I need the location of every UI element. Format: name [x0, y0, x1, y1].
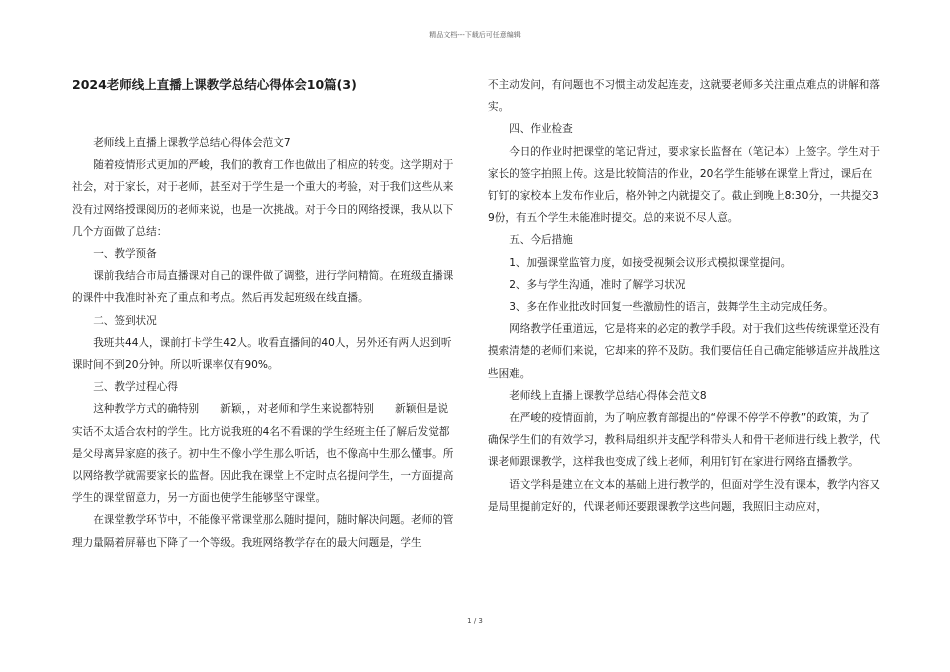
- paragraph: 在课堂教学环节中，不能像平常课堂那么随时提问，随时解决问题。老师的管理力量隔着屏幕也下降了一个等级。我班网络教学存在的最大问题是，学生: [72, 514, 454, 549]
- paragraph: 3、多在作业批改时回复一些激励性的语言，鼓舞学生主动完成任务。: [509, 301, 834, 314]
- left-column: [72, 74, 458, 554]
- document-title: 2024老师线上直播上课教学总结心得体会10篇(3): [72, 77, 357, 92]
- paragraph: 今日的作业时把课堂的笔记背过，要求家长监督在（笔记本）上签字。学生对于家长的签字拍照上传。这是比较简洁的作业，20名学生能够在课堂上背过，课后在钉钉的家校本上发布作业后，格外钟之内就提交了。截止到晚上8:30分，一共提交39份，有五个学生未能准时提交。总的来说不尽人意。: [488, 145, 880, 225]
- paragraph: 四、作业检查: [509, 123, 573, 136]
- paragraph: 一、教学预备: [93, 248, 157, 261]
- paragraph: 网络教学任重道远，它是将来的必定的教学手段。对于我们这些传统课堂还没有摸索清楚的老师们来说，它却来的猝不及防。我们要信任自己确定能够适应并战胜这些困难。: [488, 323, 880, 380]
- right-column: [488, 74, 880, 518]
- right-column-body: [488, 74, 880, 518]
- paragraph: 老师线上直播上课教学总结心得体会范文7: [93, 137, 291, 149]
- paragraph: 2、多与学生沟通，准时了解学习状况: [509, 278, 686, 291]
- paragraph: 三、教学过程心得: [93, 381, 178, 394]
- left-column-body: [72, 132, 458, 554]
- paragraph: 1、加强课堂监管力度，如接受视频会议形式模拟课堂提问。: [509, 256, 792, 269]
- header-note: 精品文档---下载后可任意编辑: [429, 31, 521, 39]
- paragraph: 我班共44人，课前打卡学生42人。收看直播间的40人，另外还有两人迟到听课时间不到20分钟。所以听课率仅有90%。: [72, 336, 452, 372]
- paragraph: 随着疫情形式更加的严峻，我们的教育工作也做出了相应的转变。这学期对于社会，对于家长，对于老师，甚至对于学生是一个重大的考验，对于我们这些从来没有过网络授课阅历的老师来说，也是一次挑战。对于今日的网络授课，我从以下几个方面做了总结：: [72, 159, 454, 238]
- paragraph: 语文学科是建立在文本的基础上进行教学的，但面对学生没有课本，教学内容又是局里提前定好的，代课老师还要跟课教学这些问题，我照旧主动应对，: [488, 478, 880, 513]
- paragraph: 这种教学方式的确特别 新颖，，对老师和学生来说都特别 新颖但是说实话不太适合农村的学生。比方说我班的4名不看课的学生经班主任了解后发觉都是父母离异家庭的孩子。初中生不像小学生那么听话，也不像高中生那么懂事。所以网络教学就需要家长的监督。因此我在课堂上不定时点名提问学生，一方面提高学生的课堂留意力，另一方面也使学生能够坚守课堂。: [72, 403, 454, 505]
- paragraph: 二、签到状况: [93, 314, 157, 327]
- paragraph: 课前我结合市局直播课对自己的课件做了调整，进行学问精简。在班级直播课的课件中我准时补充了重点和考点。然后再发起班级在线直播。: [72, 270, 454, 305]
- paragraph: 不主动发问，有问题也不习惯主动发起连麦，这就要老师多关注重点难点的讲解和落实。: [488, 79, 880, 114]
- paragraph: 五、今后措施: [509, 234, 573, 247]
- paragraph: 在严峻的疫情面前，为了响应教育部提出的“停课不停学不停教”的政策，为了确保学生们的有效学习，教科局组织并支配学科带头人和骨干老师进行线上教学，代课老师跟课教学，这样我也变成了线上老师，利用钉钉在家进行网络直播教学。: [488, 412, 880, 469]
- page-number: 1 / 3: [467, 617, 483, 625]
- paragraph: 老师线上直播上课教学总结心得体会范文8: [509, 389, 707, 402]
